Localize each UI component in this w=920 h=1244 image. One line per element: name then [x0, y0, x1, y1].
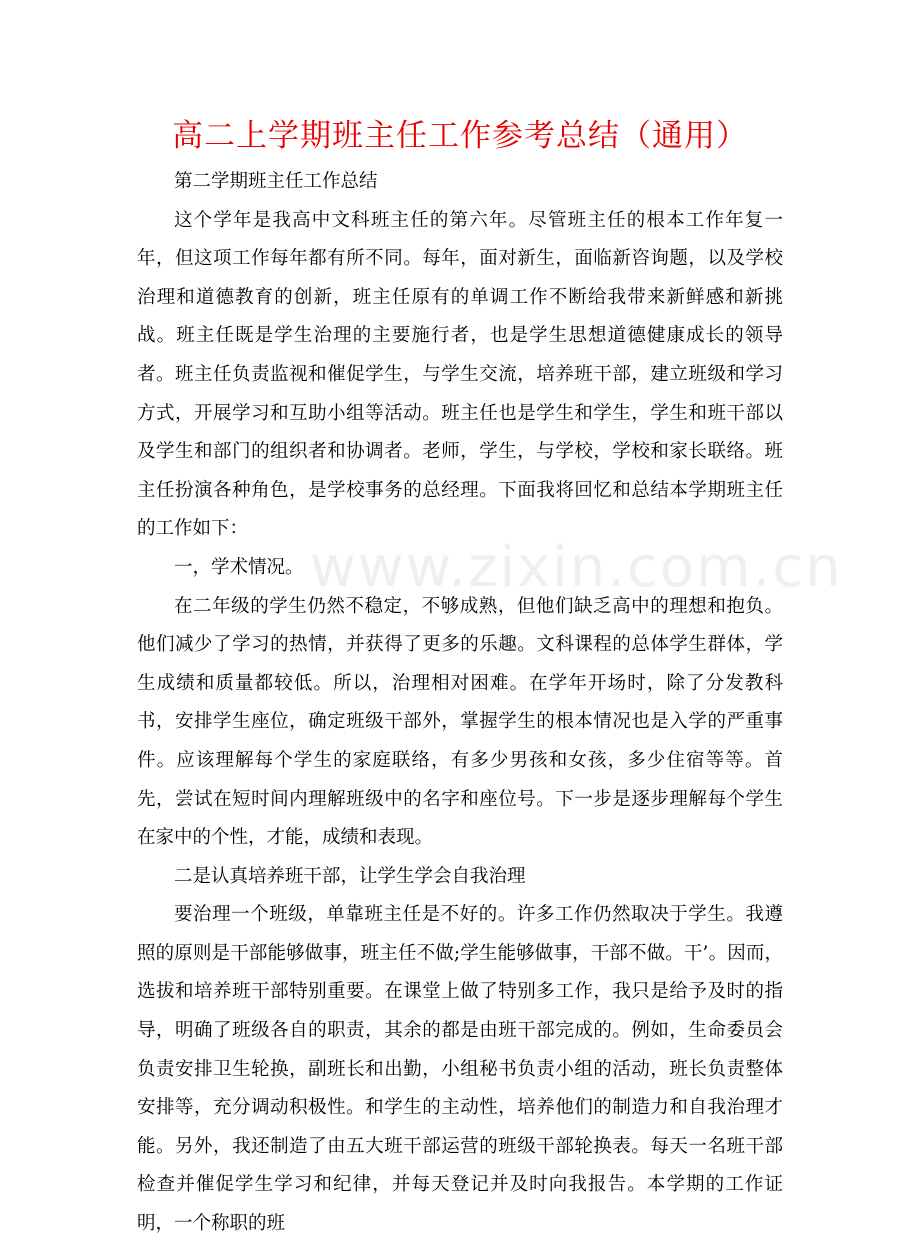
watermark: www.zixin.com.cn	[310, 535, 843, 600]
paragraph: 一，学术情况。	[174, 556, 304, 578]
paragraph: 第二学期班主任工作总结	[174, 171, 378, 192]
paragraph: 在二年级的学生仍然不稳定，不够成熟，但他们缺乏高中的理想和抱负。他们减少了学习的热情，并获得了更多的乐趣。文科课程的总体学生群体，学生成绩和质量都较低。所以，治理相对困难。在学年开场时，除了分发教科书，安排学生座位，确定班级干部外，掌握学生的根本情况也是入学的严重事件。应该理解每个学生的家庭联络，有多少男孩和女孩，多少住宿等等。首先，尝试在短时间内理解班级中的名字和座位号。下一步是逐步理解每个学生在家中的个性，才能，成绩和表现。	[137, 595, 783, 849]
paragraph: 这个学年是我高中文科班主任的第六年。尽管班主任的根本工作年复一年，但这项工作每年都有所不同。每年，面对新生，面临新咨询题，以及学校治理和道德教育的创新，班主任原有的单调工作不断给我带来新鲜感和新挑战。班主任既是学生治理的主要施行者，也是学生思想道德健康成长的领导者。班主任负责监视和催促学生，与学生交流，培养班干部，建立班级和学习方式，开展学习和互助小组等活动。班主任也是学生和学生，学生和班干部以及学生和部门的组织者和协调者。老师，学生，与学校，学校和家长联络。班主任扮演各种角色，是学校事务的总经理。下面我将回忆和总结本学期班主任的工作如下：	[137, 209, 783, 540]
paragraph: 二是认真培养班干部，让学生学会自我治理	[174, 865, 526, 887]
document-title: 高二上学期班主任工作参考总结（通用）	[172, 118, 748, 154]
paragraph: 要治理一个班级，单靠班主任是不好的。许多工作仍然取决于学生。我遵照的原则是干部能够做事，班主任不做;学生能够做事，干部不做。干’。因而，选拔和培养班干部特别重要。在课堂上做了特别多工作，我只是给予及时的指导，明确了班级各自的职责，其余的都是由班干部完成的。例如，生命委员会负责安排卫生轮换，副班长和出勤，小组秘书负责小组的活动，班长负责整体安排等，充分调动积极性。和学生的主动性，培养他们的制造力和自我治理才能。另外，我还制造了由五大班干部运营的班级干部轮换表。每天一名班干部检查并催促学生学习和纪律，并每天登记并及时向我报告。本学期的工作证明，一个称职的班	[137, 904, 783, 1235]
document-body	[137, 163, 783, 1244]
